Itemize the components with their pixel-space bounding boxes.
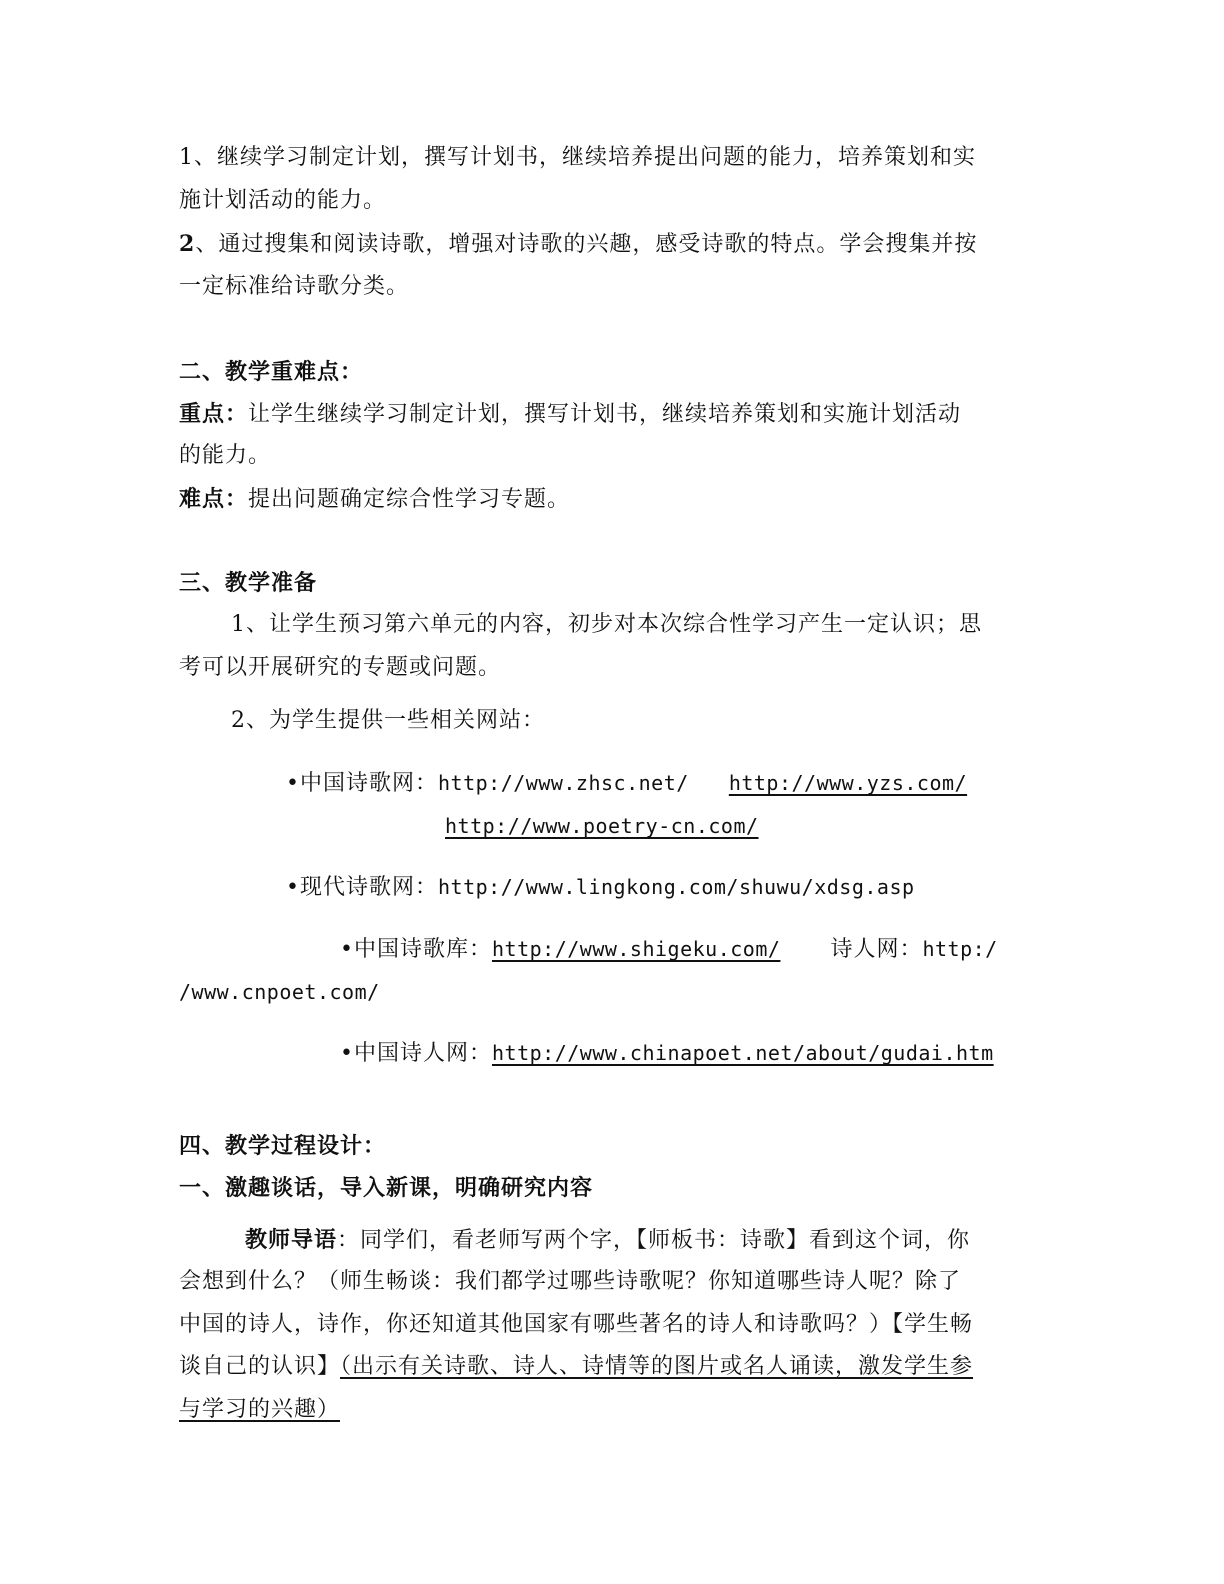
site-china-poetry-url-3[interactable]: http://www.poetry-cn.com/ [445,814,759,838]
site-china-poetry-url-1[interactable]: http://www.zhsc.net/ [437,771,689,795]
difficulty-label: 难点： [179,486,249,512]
key-point-line-1 [179,399,961,430]
objective-2-text: 、通过搜集和阅读诗歌，增强对诗歌的兴趣，感受诗歌的特点。学会搜集并按 [195,232,978,257]
site-poetry-library-label: •中国诗歌库： [340,937,492,962]
intro-line-4 [179,1352,973,1382]
intro-line-1-text: ：同学们，看老师写两个字，【师板书：诗歌】看到这个词，你 [337,1228,971,1253]
site-china-poetry [286,768,967,799]
intro-line-5-text: 与学习的兴趣） [179,1397,341,1422]
intro-line-1 [245,1225,970,1256]
objective-2-line-1 [179,229,977,260]
site-poetry-library [340,934,998,965]
section-3-heading: 三、教学准备 [179,570,318,596]
objective-2-number: 2 [179,231,196,257]
objective-1-line-1: 1、继续学习制定计划，撰写计划书，继续培养提出问题的能力，培养策划和实 [179,145,976,170]
intro-line-5 [179,1395,340,1425]
intro-line-2: 会想到什么？（师生畅谈：我们都学过哪些诗歌呢？你知道哪些诗人呢？除了 [179,1269,962,1294]
step-1-heading: 一、激趣谈话，导入新课，明确研究内容 [179,1175,594,1201]
site-china-poetry-line-2 [445,811,759,842]
site-poet-net-url-b[interactable]: /www.cnpoet.com/ [179,980,380,1004]
prep-1-line-1: 1、让学生预习第六单元的内容，初步对本次综合性学习产生一定认识；思 [231,612,982,637]
intro-label: 教师导语 [245,1227,338,1253]
site-china-poet-label: •中国诗人网： [340,1041,492,1066]
key-point-text: 让学生继续学习制定计划，撰写计划书，继续培养策划和实施计划活动 [248,402,962,427]
site-modern-poetry-url[interactable]: http://www.lingkong.com/shuwu/xdsg.asp [437,875,915,899]
site-china-poetry-url-2[interactable]: http://www.yzs.com/ [728,771,968,795]
objective-1-line-2: 施计划活动的能力。 [179,188,387,213]
site-modern-poetry-label: •现代诗歌网： [286,875,438,900]
objective-2-line-2: 一定标准给诗歌分类。 [179,274,410,299]
site-poet-net-label: 诗人网： [830,937,923,962]
intro-line-4-a: 谈自己的认识】 [179,1354,341,1379]
section-2-heading: 二、教学重难点： [179,359,364,385]
site-poet-net-line-2 [179,977,380,1008]
prep-2: 2、为学生提供一些相关网站： [231,708,545,733]
section-4-heading: 四、教学过程设计： [179,1133,387,1159]
prep-1-line-2: 考可以开展研究的专题或问题。 [179,655,502,680]
site-modern-poetry [286,872,915,903]
intro-line-3: 中国的诗人，诗作，你还知道其他国家有哪些著名的诗人和诗歌吗？）【学生畅 [179,1312,974,1337]
difficulty-line [179,484,570,515]
site-china-poetry-label: •中国诗歌网： [286,771,438,796]
key-point-label: 重点： [179,401,249,427]
site-china-poet-url[interactable]: http://www.chinapoet.net/about/gudai.htm [491,1041,994,1065]
intro-line-4-b: （出示有关诗歌、诗人、诗情等的图片或名人诵读，激发学生参 [340,1354,974,1379]
site-poetry-library-url[interactable]: http://www.shigeku.com/ [491,937,781,961]
site-poet-net-url-a[interactable]: http:/ [922,937,998,961]
site-china-poet [340,1038,994,1069]
difficulty-text: 提出问题确定综合性学习专题。 [248,487,571,512]
key-point-line-2: 的能力。 [179,443,272,468]
